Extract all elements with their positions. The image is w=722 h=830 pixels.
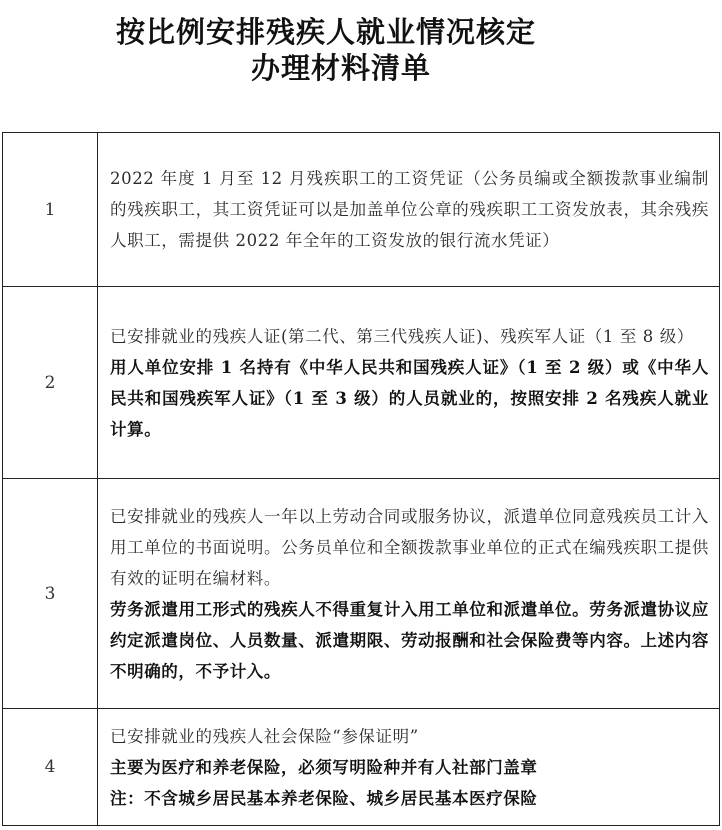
row-number: 3 [3, 479, 98, 709]
table-row [3, 133, 720, 287]
row-paragraph: 已安排就业的残疾人一年以上劳动合同或服务协议，派遣单位同意残疾员工计入用工单位的书面说明。公务员单位和全额拨款事业单位的正式在编残疾职工提供有效的证明在编材料。 [110, 506, 709, 588]
row-content [98, 133, 720, 287]
row-paragraph-emphasis: 劳务派遣用工形式的残疾人不得重复计入用工单位和派遣单位。劳务派遣协议应约定派遣岗位、人员数量、派遣期限、劳动报酬和社会保险费等内容。上述内容不明确的，不予计入。 [110, 599, 709, 681]
row-content [98, 287, 720, 479]
document-title [0, 14, 722, 86]
title-line-1: 按比例安排残疾人就业情况核定 [115, 15, 536, 49]
table-row [3, 709, 720, 826]
table-row [3, 287, 720, 479]
row-paragraph: 已安排就业的残疾人社会保险“参保证明” [110, 726, 419, 746]
row-paragraph-emphasis: 用人单位安排 1 名持有《中华人民共和国残疾人证》（1 至 2 级）或《中华人民共和国残疾军人证》（1 至 3 级）的人员就业的，按照安排 2 名残疾人就业计算。 [110, 357, 709, 439]
table-row [3, 479, 720, 709]
row-number: 2 [3, 287, 98, 479]
row-number: 1 [3, 133, 98, 287]
materials-table [2, 132, 720, 826]
title-line-2: 办理材料清单 [250, 51, 431, 85]
row-content [98, 709, 720, 826]
row-paragraph: 已安排就业的残疾人证(第二代、第三代残疾人证)、残疾军人证（1 至 8 级） [110, 326, 694, 346]
row-paragraph: 2022 年度 1 月至 12 月残疾职工的工资凭证（公务员编或全额拨款事业编制的残疾职工，其工资凭证可以是加盖单位公章的残疾职工工资发放表，其余残疾人职工，需提供 2022 年全年的工资发放的银行流水凭证） [110, 169, 709, 250]
row-content [98, 479, 720, 709]
row-number: 4 [3, 709, 98, 826]
row-paragraph-note: 注：不含城乡居民基本养老保险、城乡居民基本医疗保险 [110, 788, 538, 808]
row-paragraph-emphasis: 主要为医疗和养老保险，必须写明险种并有人社部门盖章 [110, 757, 538, 777]
